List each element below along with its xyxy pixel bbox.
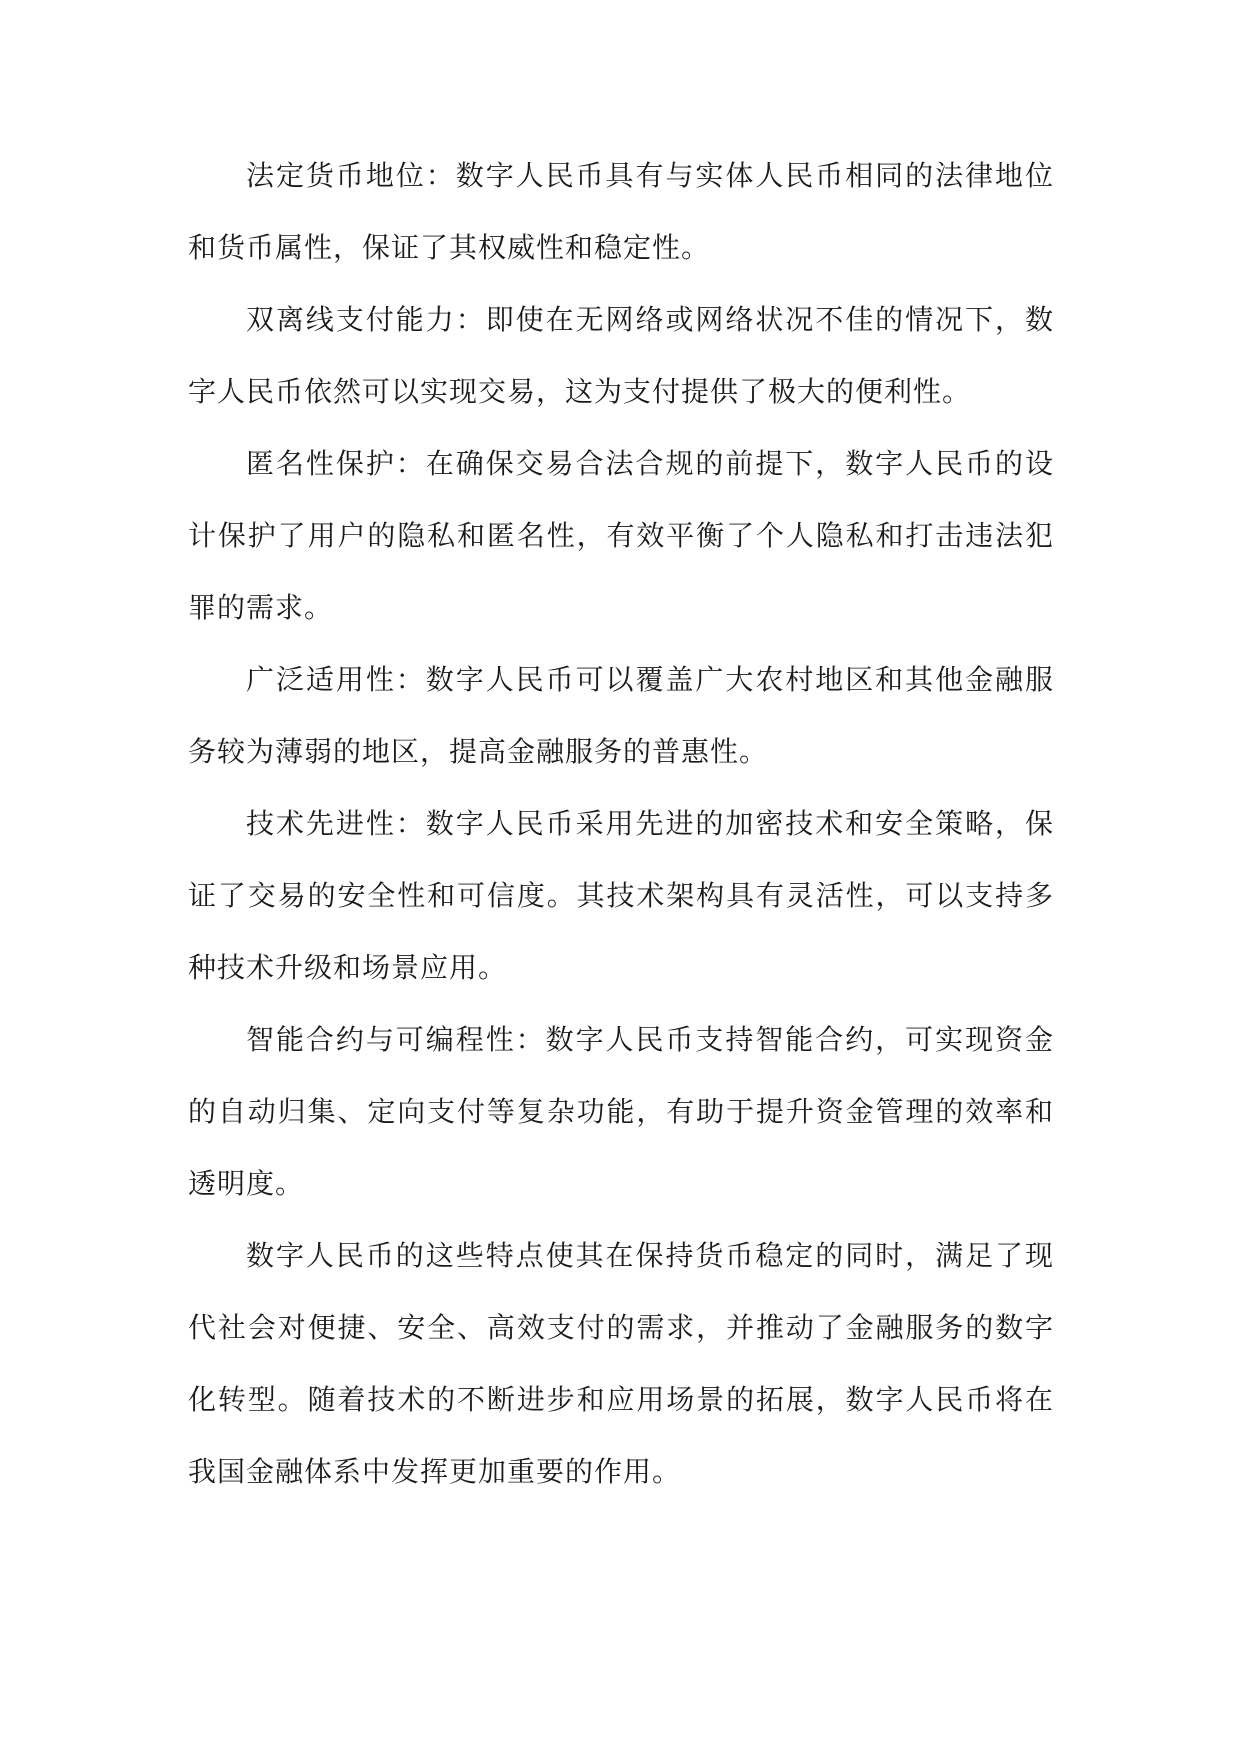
paragraph-anonymity: 匿名性保护：在确保交易合法合规的前提下，数字人民币的设计保护了用户的隐私和匿名性，有效平衡了个人隐私和打击违法犯罪的需求。 <box>188 447 1054 624</box>
document-body <box>188 140 1054 1508</box>
paragraph-conclusion: 数字人民币的这些特点使其在保持货币稳定的同时，满足了现代社会对便捷、安全、高效支付的需求，并推动了金融服务的数字化转型。随着技术的不断进步和应用场景的拓展，数字人民币将在我国金融体系中发挥更加重要的作用。 <box>188 1239 1054 1488</box>
paragraph-legal-tender: 法定货币地位：数字人民币具有与实体人民币相同的法律地位和货币属性，保证了其权威性和稳定性。 <box>188 159 1054 264</box>
paragraph-smart-contracts: 智能合约与可编程性：数字人民币支持智能合约，可实现资金的自动归集、定向支付等复杂功能，有助于提升资金管理的效率和透明度。 <box>188 1023 1054 1200</box>
paragraph-technology: 技术先进性：数字人民币采用先进的加密技术和安全策略，保证了交易的安全性和可信度。其技术架构具有灵活性，可以支持多种技术升级和场景应用。 <box>188 807 1054 984</box>
paragraph-offline-payment: 双离线支付能力：即使在无网络或网络状况不佳的情况下，数字人民币依然可以实现交易，这为支付提供了极大的便利性。 <box>188 303 1054 408</box>
paragraph-applicability: 广泛适用性：数字人民币可以覆盖广大农村地区和其他金融服务较为薄弱的地区，提高金融服务的普惠性。 <box>188 663 1054 768</box>
